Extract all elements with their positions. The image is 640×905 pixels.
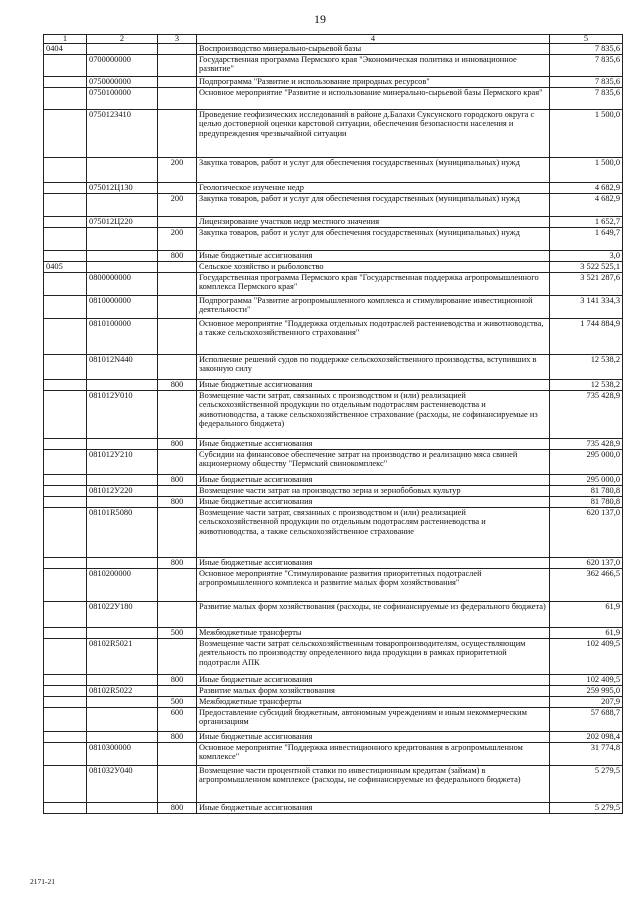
description-cell: Иные бюджетные ассигнования <box>197 497 550 508</box>
target-article-cell: 081012У210 <box>87 450 158 475</box>
section-code-cell <box>44 508 87 558</box>
table-row <box>44 639 623 675</box>
section-code-cell <box>44 273 87 296</box>
description-cell: Иные бюджетные ассигнования <box>197 675 550 686</box>
amount-cell: 362 466,5 <box>550 569 623 602</box>
description-cell: Иные бюджетные ассигнования <box>197 558 550 569</box>
amount-cell: 1 649,7 <box>550 228 623 251</box>
amount-cell: 4 682,9 <box>550 183 623 194</box>
amount-cell: 3 521 287,6 <box>550 273 623 296</box>
description-cell: Закупка товаров, работ и услуг для обеспечения государственных (муниципальных) нужд <box>197 158 550 183</box>
section-code-cell <box>44 251 87 262</box>
description-cell: Возмещение части затрат на производство зерна и зернобобовых культур <box>197 486 550 497</box>
expense-type-cell <box>158 110 197 158</box>
table-row <box>44 508 623 558</box>
section-code-cell <box>44 380 87 391</box>
section-code-cell <box>44 355 87 380</box>
target-article-cell: 081012N440 <box>87 355 158 380</box>
section-code-cell <box>44 88 87 110</box>
section-code-cell <box>44 217 87 228</box>
document-code: 2171-21 <box>30 877 55 886</box>
amount-cell: 7 835,6 <box>550 55 623 77</box>
section-code-cell <box>44 697 87 708</box>
description-cell: Иные бюджетные ассигнования <box>197 439 550 450</box>
table-row <box>44 380 623 391</box>
expense-type-cell <box>158 296 197 319</box>
section-code-cell <box>44 296 87 319</box>
expense-type-cell: 800 <box>158 558 197 569</box>
table-row <box>44 743 623 766</box>
section-code-cell: 0405 <box>44 262 87 273</box>
section-code-cell <box>44 639 87 675</box>
section-code-cell <box>44 497 87 508</box>
expense-type-cell: 800 <box>158 675 197 686</box>
expense-type-cell <box>158 77 197 88</box>
amount-cell: 102 409,5 <box>550 675 623 686</box>
section-code-cell <box>44 803 87 814</box>
expense-type-cell <box>158 639 197 675</box>
table-row <box>44 319 623 355</box>
target-article-cell <box>87 262 158 273</box>
target-article-cell: 075012Ц220 <box>87 217 158 228</box>
expense-type-cell: 800 <box>158 475 197 486</box>
section-code-cell: 0404 <box>44 44 87 55</box>
target-article-cell: 0800000000 <box>87 273 158 296</box>
amount-cell: 12 538,2 <box>550 355 623 380</box>
section-code-cell <box>44 55 87 77</box>
table-row <box>44 88 623 110</box>
section-code-cell <box>44 766 87 803</box>
amount-cell: 1 500,0 <box>550 158 623 183</box>
target-article-cell <box>87 675 158 686</box>
description-cell: Лицензирование участков недр местного значения <box>197 217 550 228</box>
header-cell-5: 5 <box>550 35 623 44</box>
header-cell-1: 1 <box>44 35 87 44</box>
section-code-cell <box>44 569 87 602</box>
section-code-cell <box>44 110 87 158</box>
target-article-cell <box>87 228 158 251</box>
section-code-cell <box>44 686 87 697</box>
description-cell: Предоставление субсидий бюджетным, автономным учреждениям и иным некоммерческим организациям <box>197 708 550 732</box>
description-cell: Межбюджетные трансферты <box>197 697 550 708</box>
expense-type-cell: 600 <box>158 708 197 732</box>
section-code-cell <box>44 183 87 194</box>
amount-cell: 1 500,0 <box>550 110 623 158</box>
expense-type-cell: 800 <box>158 803 197 814</box>
table-row <box>44 355 623 380</box>
table-row <box>44 110 623 158</box>
expense-type-cell <box>158 569 197 602</box>
header-cell-3: 3 <box>158 35 197 44</box>
amount-cell: 295 000,0 <box>550 475 623 486</box>
expense-type-cell <box>158 44 197 55</box>
description-cell: Развитие малых форм хозяйствования (расходы, не софинансируемые из федерального бюджета) <box>197 602 550 628</box>
section-code-cell <box>44 450 87 475</box>
target-article-cell: 075012Ц130 <box>87 183 158 194</box>
amount-cell: 620 137,0 <box>550 558 623 569</box>
expense-type-cell <box>158 602 197 628</box>
table-row <box>44 251 623 262</box>
target-article-cell <box>87 628 158 639</box>
target-article-cell: 081012У010 <box>87 391 158 439</box>
description-cell: Закупка товаров, работ и услуг для обеспечения государственных (муниципальных) нужд <box>197 194 550 217</box>
amount-cell: 3,0 <box>550 251 623 262</box>
amount-cell: 81 780,8 <box>550 486 623 497</box>
description-cell: Иные бюджетные ассигнования <box>197 251 550 262</box>
expense-type-cell: 800 <box>158 251 197 262</box>
amount-cell: 259 995,0 <box>550 686 623 697</box>
table-row <box>44 732 623 743</box>
description-cell: Воспроизводство минерально-сырьевой базы <box>197 44 550 55</box>
amount-cell: 207,9 <box>550 697 623 708</box>
amount-cell: 31 774,8 <box>550 743 623 766</box>
table-row <box>44 273 623 296</box>
amount-cell: 5 279,5 <box>550 803 623 814</box>
amount-cell: 295 000,0 <box>550 450 623 475</box>
table-row <box>44 475 623 486</box>
table-row <box>44 569 623 602</box>
expense-type-cell <box>158 273 197 296</box>
amount-cell: 735 428,9 <box>550 391 623 439</box>
description-cell: Возмещение части затрат, связанных с производством и (или) реализацией сельскохозяйственной продукции по отдельным подотраслям растениеводства и животноводства, а также сельскохозяйственное страхование (расходы, не софинансируемые из федерального бюджета) <box>197 391 550 439</box>
table-row <box>44 675 623 686</box>
table-row <box>44 391 623 439</box>
amount-cell: 4 682,9 <box>550 194 623 217</box>
table-row <box>44 602 623 628</box>
amount-cell: 5 279,5 <box>550 766 623 803</box>
amount-cell: 102 409,5 <box>550 639 623 675</box>
expense-type-cell <box>158 319 197 355</box>
table-row <box>44 697 623 708</box>
section-code-cell <box>44 602 87 628</box>
section-code-cell <box>44 743 87 766</box>
target-article-cell: 08102R5022 <box>87 686 158 697</box>
target-article-cell <box>87 697 158 708</box>
amount-cell: 3 141 334,3 <box>550 296 623 319</box>
table-row <box>44 439 623 450</box>
table-row <box>44 158 623 183</box>
table-row <box>44 766 623 803</box>
table-row <box>44 628 623 639</box>
target-article-cell: 081032У040 <box>87 766 158 803</box>
expense-type-cell: 500 <box>158 628 197 639</box>
expense-type-cell <box>158 743 197 766</box>
expense-type-cell <box>158 450 197 475</box>
section-code-cell <box>44 475 87 486</box>
section-code-cell <box>44 194 87 217</box>
header-cell-2: 2 <box>87 35 158 44</box>
amount-cell: 7 835,6 <box>550 77 623 88</box>
section-code-cell <box>44 77 87 88</box>
target-article-cell: 0810300000 <box>87 743 158 766</box>
target-article-cell <box>87 158 158 183</box>
target-article-cell <box>87 251 158 262</box>
target-article-cell: 0700000000 <box>87 55 158 77</box>
section-code-cell <box>44 228 87 251</box>
expense-type-cell <box>158 486 197 497</box>
target-article-cell: 0750123410 <box>87 110 158 158</box>
target-article-cell <box>87 497 158 508</box>
expense-type-cell <box>158 55 197 77</box>
table-row <box>44 55 623 77</box>
expense-type-cell: 800 <box>158 732 197 743</box>
expense-type-cell <box>158 183 197 194</box>
description-cell: Иные бюджетные ассигнования <box>197 475 550 486</box>
description-cell: Подпрограмма "Развитие агропромышленного комплекса и стимулирование инвестиционной деятельности" <box>197 296 550 319</box>
amount-cell: 61,9 <box>550 628 623 639</box>
expense-type-cell: 800 <box>158 380 197 391</box>
expense-type-cell <box>158 355 197 380</box>
target-article-cell: 0810200000 <box>87 569 158 602</box>
section-code-cell <box>44 708 87 732</box>
target-article-cell <box>87 475 158 486</box>
table-row <box>44 44 623 55</box>
table-row <box>44 708 623 732</box>
section-code-cell <box>44 558 87 569</box>
target-article-cell <box>87 558 158 569</box>
expense-type-cell <box>158 391 197 439</box>
expense-type-cell <box>158 88 197 110</box>
target-article-cell: 08102R5021 <box>87 639 158 675</box>
description-cell: Межбюджетные трансферты <box>197 628 550 639</box>
table-row <box>44 228 623 251</box>
section-code-cell <box>44 158 87 183</box>
target-article-cell <box>87 708 158 732</box>
expense-type-cell: 200 <box>158 158 197 183</box>
table-row <box>44 803 623 814</box>
section-code-cell <box>44 486 87 497</box>
target-article-cell <box>87 732 158 743</box>
expense-type-cell <box>158 217 197 228</box>
budget-table <box>43 34 623 814</box>
amount-cell: 620 137,0 <box>550 508 623 558</box>
section-code-cell <box>44 732 87 743</box>
page-number: 19 <box>314 12 326 26</box>
target-article-cell: 0750000000 <box>87 77 158 88</box>
description-cell: Субсидии на финансовое обеспечение затрат на производство и реализацию мяса свиней акционерному обществу "Пермский свинокомплекс" <box>197 450 550 475</box>
target-article-cell <box>87 44 158 55</box>
amount-cell: 61,9 <box>550 602 623 628</box>
target-article-cell <box>87 380 158 391</box>
table-row <box>44 217 623 228</box>
target-article-cell: 081012У220 <box>87 486 158 497</box>
table-row <box>44 194 623 217</box>
section-code-cell <box>44 391 87 439</box>
header-cell-4: 4 <box>197 35 550 44</box>
amount-cell: 57 688,7 <box>550 708 623 732</box>
description-cell: Иные бюджетные ассигнования <box>197 380 550 391</box>
table-row <box>44 450 623 475</box>
table-row <box>44 262 623 273</box>
description-cell: Государственная программа Пермского края "Государственная поддержка агропромышленного комплекса Пермского края" <box>197 273 550 296</box>
description-cell: Закупка товаров, работ и услуг для обеспечения государственных (муниципальных) нужд <box>197 228 550 251</box>
description-cell: Иные бюджетные ассигнования <box>197 803 550 814</box>
description-cell: Возмещение части затрат сельскохозяйственным товаропроизводителям, осуществляющим деятельность по производству определенного вида продукции в рамках приоритетной подотрасли АПК <box>197 639 550 675</box>
section-code-cell <box>44 319 87 355</box>
description-cell: Геологическое изучение недр <box>197 183 550 194</box>
expense-type-cell: 800 <box>158 439 197 450</box>
section-code-cell <box>44 628 87 639</box>
amount-cell: 7 835,6 <box>550 44 623 55</box>
target-article-cell <box>87 439 158 450</box>
expense-type-cell: 200 <box>158 228 197 251</box>
target-article-cell: 0750100000 <box>87 88 158 110</box>
amount-cell: 7 835,6 <box>550 88 623 110</box>
table-row <box>44 497 623 508</box>
target-article-cell: 081022У180 <box>87 602 158 628</box>
expense-type-cell: 500 <box>158 697 197 708</box>
amount-cell: 1 652,7 <box>550 217 623 228</box>
description-cell: Основное мероприятие "Развитие и использование минерально-сырьевой базы Пермского края" <box>197 88 550 110</box>
expense-type-cell: 800 <box>158 497 197 508</box>
amount-cell: 3 522 525,1 <box>550 262 623 273</box>
amount-cell: 1 744 884,9 <box>550 319 623 355</box>
amount-cell: 202 098,4 <box>550 732 623 743</box>
expense-type-cell <box>158 766 197 803</box>
target-article-cell: 0810100000 <box>87 319 158 355</box>
table-row <box>44 686 623 697</box>
expense-type-cell <box>158 508 197 558</box>
description-cell: Проведение геофизических исследований в районе д.Балахи Суксунского городского округа с целью достоверной оценки карстовой ситуации, обеспечения безопасности населения и предупреждения чрезвычайной ситуации <box>197 110 550 158</box>
target-article-cell: 08101R5080 <box>87 508 158 558</box>
amount-cell: 81 780,8 <box>550 497 623 508</box>
table-row <box>44 558 623 569</box>
expense-type-cell <box>158 262 197 273</box>
header-row <box>44 35 623 44</box>
expense-type-cell <box>158 686 197 697</box>
table-row <box>44 183 623 194</box>
target-article-cell <box>87 803 158 814</box>
description-cell: Подпрограмма "Развитие и использование природных ресурсов" <box>197 77 550 88</box>
description-cell: Иные бюджетные ассигнования <box>197 732 550 743</box>
description-cell: Исполнение решений судов по поддержке сельскохозяйственного производства, вступивших в законную силу <box>197 355 550 380</box>
description-cell: Основное мероприятие "Стимулирование развития приоритетных подотраслей агропромышленного комплекса и развитие малых форм хозяйствования" <box>197 569 550 602</box>
amount-cell: 735 428,9 <box>550 439 623 450</box>
description-cell: Основное мероприятие "Поддержка инвестиционного кредитования в агропромышленном комплексе" <box>197 743 550 766</box>
amount-cell: 12 538,2 <box>550 380 623 391</box>
description-cell: Развитие малых форм хозяйствования <box>197 686 550 697</box>
description-cell: Государственная программа Пермского края "Экономическая политика и инновационное развитие" <box>197 55 550 77</box>
description-cell: Возмещение части затрат, связанных с производством и (или) реализацией сельскохозяйственной продукции по отдельным подотраслям растениеводства и животноводства, а также сельскохозяйственное страхование <box>197 508 550 558</box>
section-code-cell <box>44 675 87 686</box>
section-code-cell <box>44 439 87 450</box>
description-cell: Основное мероприятие "Поддержка отдельных подотраслей растениеводства и животноводства, а также сельскохозяйственного страхования" <box>197 319 550 355</box>
expense-type-cell: 200 <box>158 194 197 217</box>
table-row <box>44 77 623 88</box>
target-article-cell: 0810000000 <box>87 296 158 319</box>
table-row <box>44 296 623 319</box>
description-cell: Сельское хозяйство и рыболовство <box>197 262 550 273</box>
description-cell: Возмещение части процентной ставки по инвестиционным кредитам (займам) в агропромышленном комплексе (расходы, не софинансируемые из федерального бюджета) <box>197 766 550 803</box>
target-article-cell <box>87 194 158 217</box>
table-row <box>44 486 623 497</box>
